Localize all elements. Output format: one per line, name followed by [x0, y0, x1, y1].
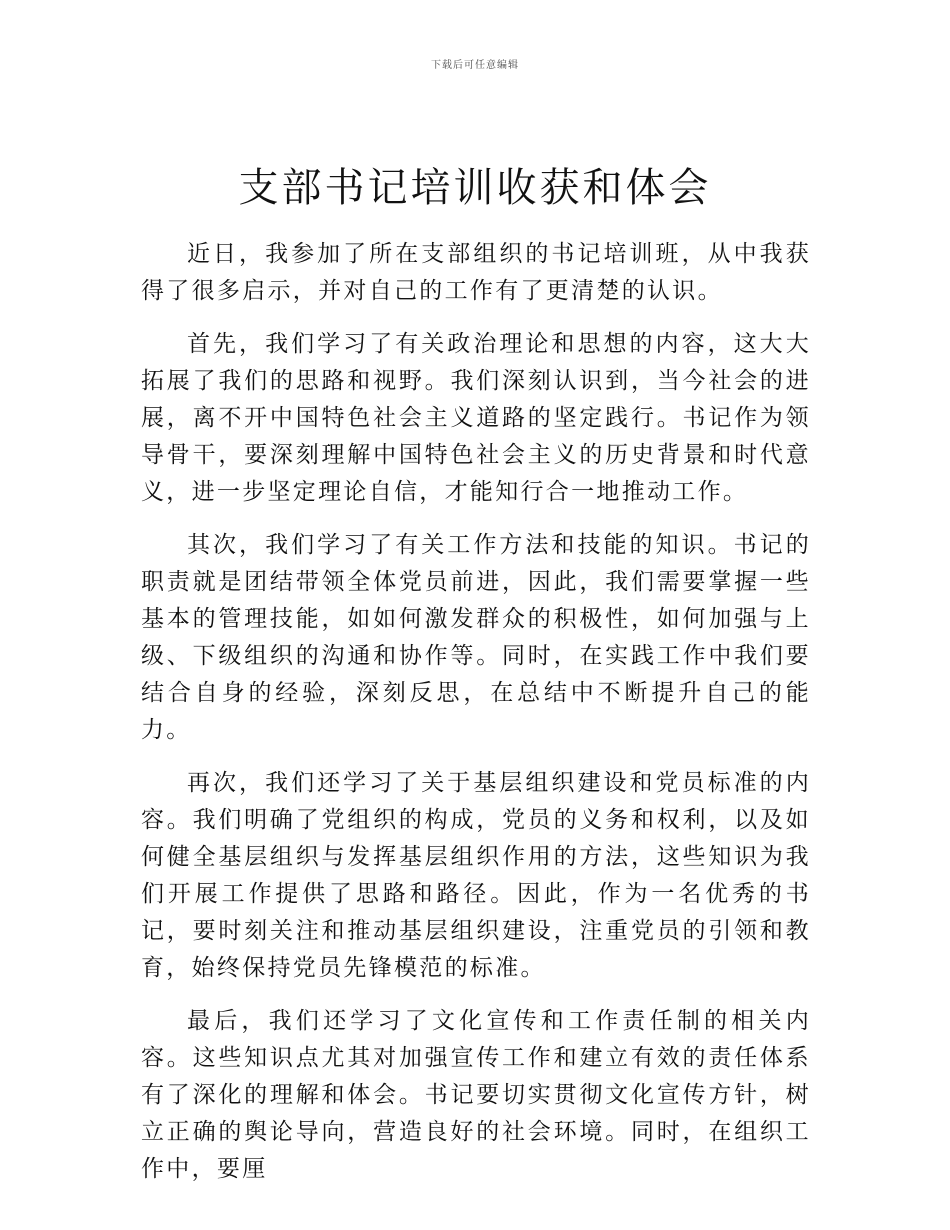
paragraph-last: 最后，我们还学习了文化宣传和工作责任制的相关内容。这些知识点尤其对加强宣传工作和建立有效的责任体系有了深化的理解和体会。书记要切实贯彻文化宣传方针，树立正确的舆论导向，营造良好的社会环境。同时，在组织工作中，要厘 — [141, 1008, 811, 1182]
document-body — [141, 236, 811, 1204]
header-note: 下载后可任意编辑 — [431, 60, 519, 71]
paragraph-first: 首先，我们学习了有关政治理论和思想的内容，这大大拓展了我们的思路和视野。我们深刻认识到，当今社会的进展，离不开中国特色社会主义道路的坚定践行。书记作为领导骨干，要深刻理解中国特色社会主义的历史背景和时代意义，进一步坚定理论自信，才能知行合一地推动工作。 — [141, 331, 811, 505]
paragraph-second: 其次，我们学习了有关工作方法和技能的知识。书记的职责就是团结带领全体党员前进，因此，我们需要掌握一些基本的管理技能，如如何激发群众的积极性，如何加强与上级、下级组织的沟通和协作等。同时，在实践工作中我们要结合自身的经验，深刻反思，在总结中不断提升自己的能力。 — [141, 532, 811, 743]
paragraph-third: 再次，我们还学习了关于基层组织建设和党员标准的内容。我们明确了党组织的构成，党员的义务和权利，以及如何健全基层组织与发挥基层组织作用的方法，这些知识为我们开展工作提供了思路和路径。因此，作为一名优秀的书记，要时刻关注和推动基层组织建设，注重党员的引领和教育，始终保持党员先锋模范的标准。 — [141, 770, 811, 981]
paragraph-intro: 近日，我参加了所在支部组织的书记培训班，从中我获得了很多启示，并对自己的工作有了更清楚的认识。 — [141, 241, 811, 304]
document-title: 支部书记培训收获和体会 — [238, 165, 712, 211]
